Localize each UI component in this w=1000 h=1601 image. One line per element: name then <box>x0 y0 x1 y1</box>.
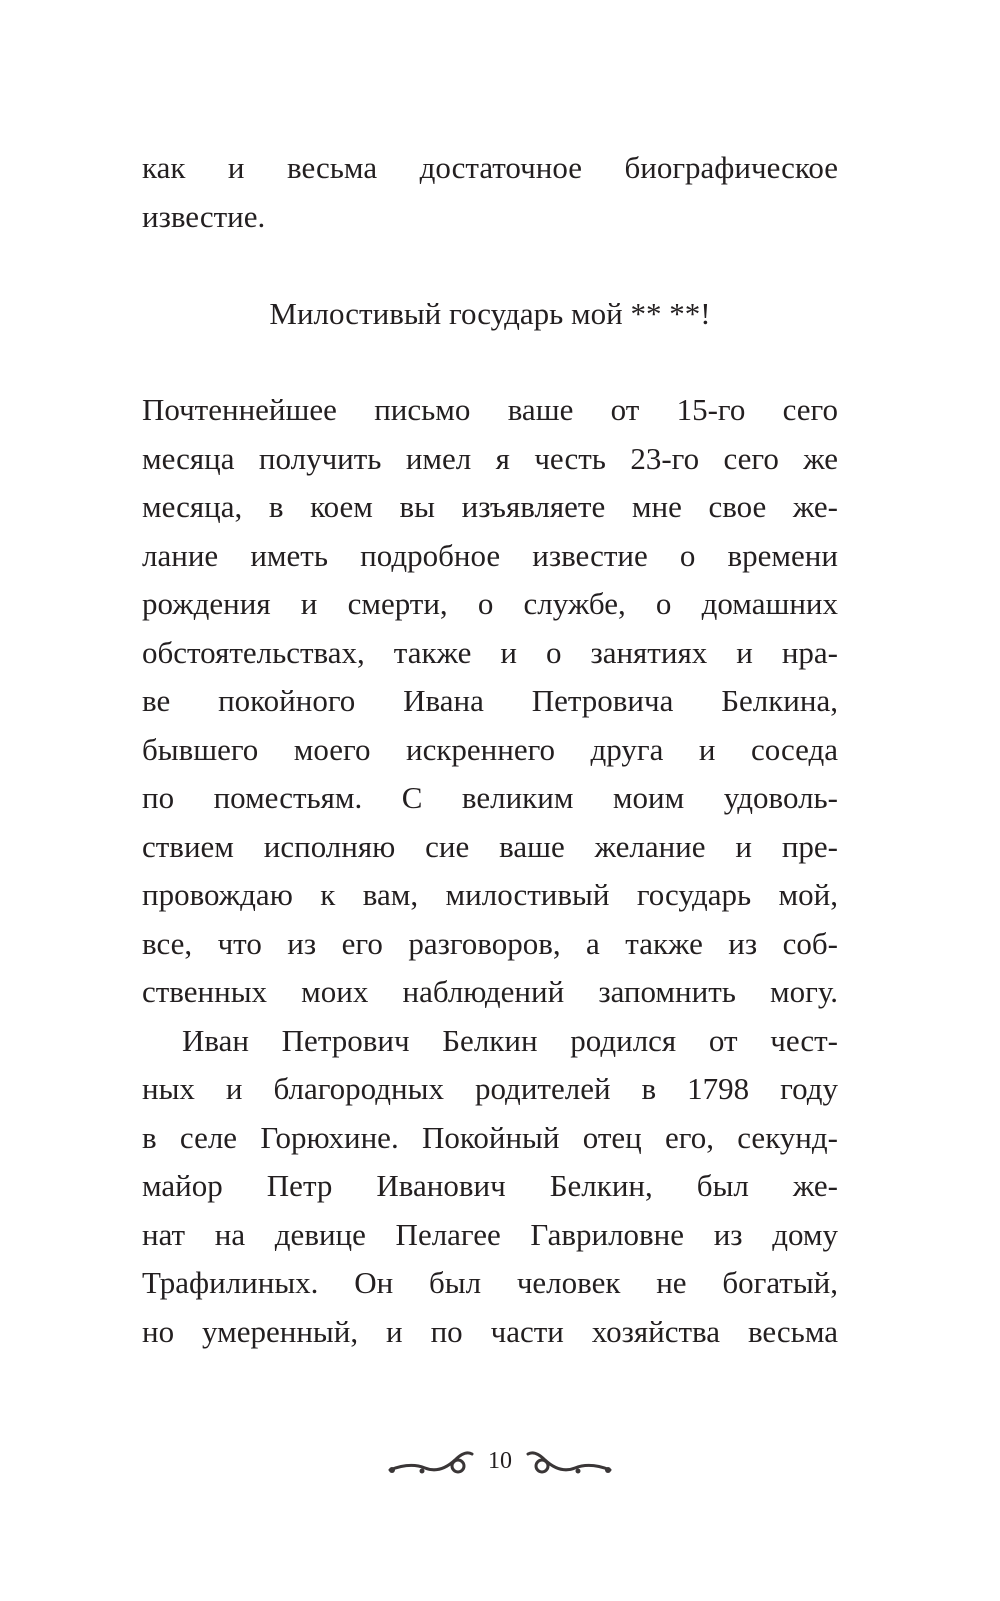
text-line: Почтеннейшее письмо ваше от 15-го сего <box>142 392 838 427</box>
text-line: Иван Петрович Белкин родился от чест- <box>182 1022 838 1058</box>
text-line: нат на девице Пелагее Гавриловне из дому <box>142 1216 838 1252</box>
text-line: ствием исполняю сие ваше желание и пре- <box>142 828 838 864</box>
text-line: рождения и смерти, о службе, о домашних <box>142 586 838 621</box>
text-line: в селе Горюхине. Покойный отец его, секунд- <box>142 1119 838 1155</box>
text-line: по поместьям. С великим моим удоволь- <box>142 780 838 815</box>
text-line: провождаю к вам, милостивый государь мой, <box>142 877 838 912</box>
text-line: но умеренный, и по части хозяйства весьма <box>142 1313 838 1349</box>
text-line: ве покойного Ивана Петровича Белкина, <box>142 683 838 718</box>
text-line: все, что из его разговоров, а также из соб- <box>142 925 838 961</box>
text-line: известие. <box>142 198 266 234</box>
text-line: как и весьма достаточное биографическое <box>142 150 838 185</box>
page-footer <box>380 1440 620 1490</box>
text-line: бывшего моего искреннего друга и соседа <box>142 731 838 767</box>
text-line: месяца получить имел я честь 23-го сего же <box>142 440 838 476</box>
text-line: ственных моих наблюдений запомнить могу. <box>142 974 838 1009</box>
text-line: обстоятельствах, также и о занятиях и нра- <box>142 634 838 670</box>
text-line: ных и благородных родителей в 1798 году <box>142 1071 838 1106</box>
text-line: месяца, в коем вы изъявляете мне свое же- <box>142 489 838 524</box>
page-number: 10 <box>488 1448 512 1474</box>
text-line: лание иметь подробное известие о времени <box>142 537 838 573</box>
text-line: майор Петр Иванович Белкин, был же- <box>142 1168 838 1203</box>
text-line: Трафилиных. Он был человек не богатый, <box>142 1265 838 1300</box>
salutation-heading: Милостивый государь мой ** **! <box>269 296 711 331</box>
